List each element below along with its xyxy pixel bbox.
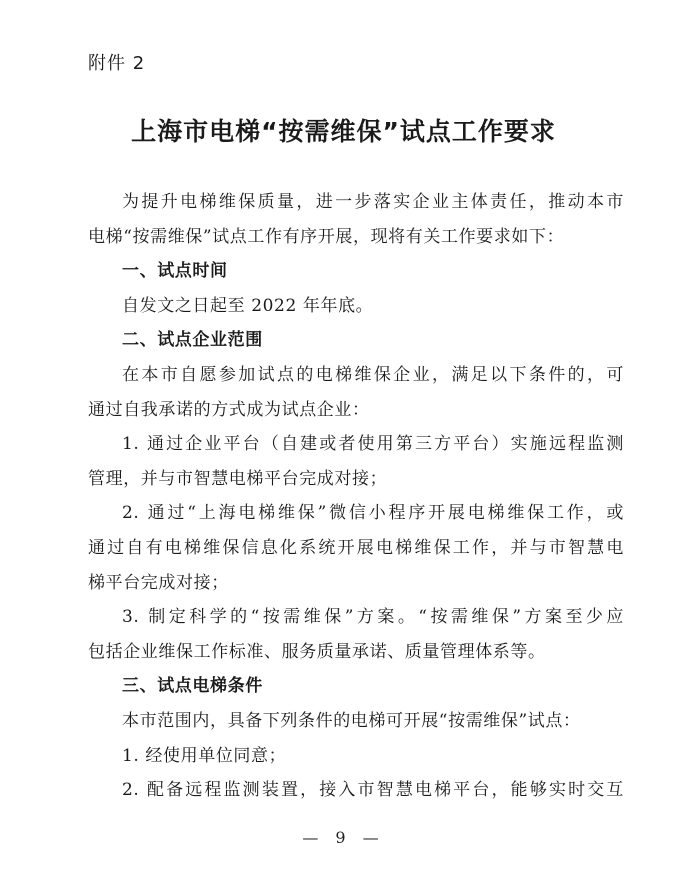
document-body [88,185,624,808]
body-line: 通过自我承诺的方式成为试点企业： [88,399,370,420]
body-line: 2. 通过“上海电梯维保”微信小程序开展电梯维保工作，或 [122,503,624,524]
body-line: 在本市自愿参加试点的电梯维保企业，满足以下条件的，可 [122,364,624,385]
body-line: 1. 经使用单位同意； [122,745,287,766]
document-title: 上海市电梯“按需维保”试点工作要求 [131,117,556,146]
body-line: 自发文之日起至 2022 年年底。 [122,295,374,316]
section-heading: 一、试点时间 [122,261,228,282]
page-number: — 9 — [302,828,385,847]
body-line: 包括企业维保工作标准、服务质量承诺、质量管理体系等。 [88,641,546,662]
body-line: 电梯“按需维保”试点工作有序开展，现将有关工作要求如下： [88,226,565,247]
body-line: 通过自有电梯维保信息化系统开展电梯维保工作，并与市智慧电 [88,537,624,558]
section-heading: 三、试点电梯条件 [122,676,263,697]
body-line: 为提升电梯维保质量，进一步落实企业主体责任，推动本市 [122,192,624,212]
body-line: 3. 制定科学的“按需维保”方案。“按需维保”方案至少应 [122,607,624,628]
attachment-label: 附件 2 [88,53,146,74]
body-line: 1. 通过企业平台（自建或者使用第三方平台）实施远程监测 [122,434,624,455]
body-line: 梯平台完成对接； [88,572,229,593]
body-line: 本市范围内，具备下列条件的电梯可开展“按需维保”试点： [122,710,581,731]
section-heading: 二、试点企业范围 [122,330,263,351]
body-line: 2. 配备远程监测装置，接入市智慧电梯平台，能够实时交互 [122,780,624,801]
body-line: 管理，并与市智慧电梯平台完成对接； [88,468,388,489]
